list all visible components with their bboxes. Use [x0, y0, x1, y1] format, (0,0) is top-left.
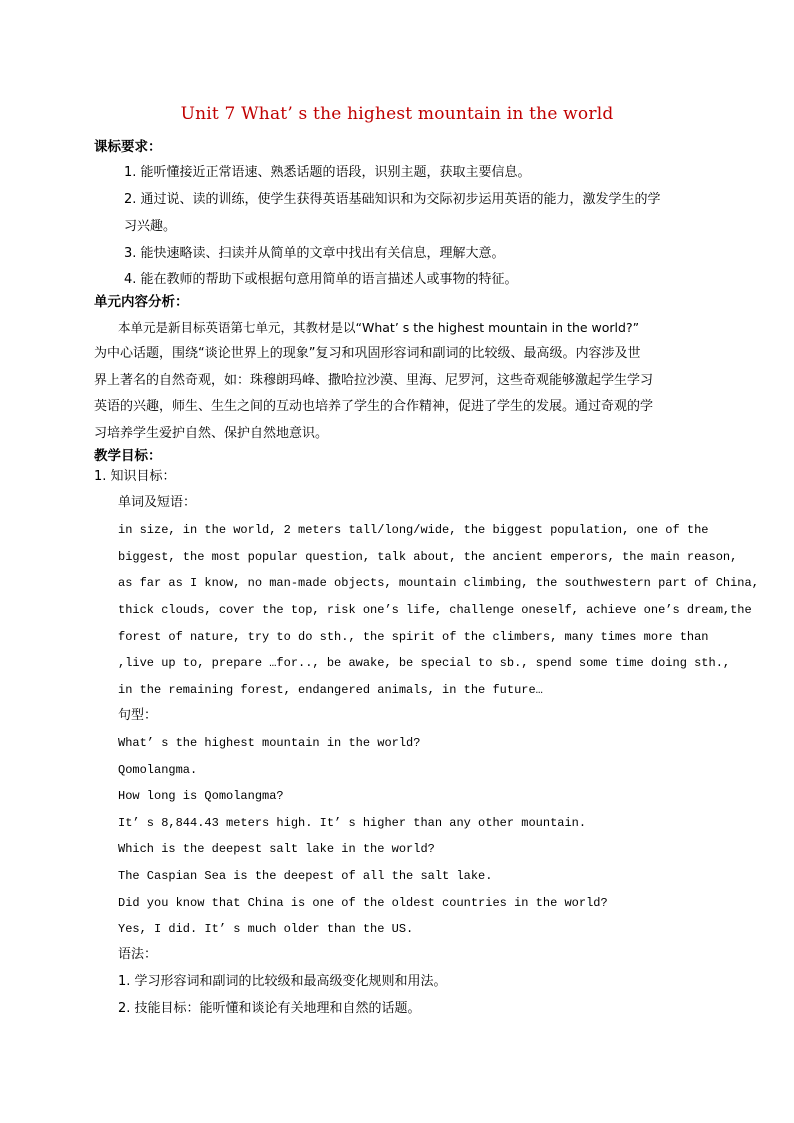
knowledge-goal-label: 1. 知识目标： [94, 469, 176, 484]
vocab-line: ,live up to, prepare …for.., be awake, be special to sb., spend some time doing sth., [118, 656, 731, 670]
curriculum-item: 3. 能快速略读、扫读并从简单的文章中找出有关信息，理解大意。 [124, 246, 505, 261]
section-heading-teaching-goals: 教学目标： [94, 448, 162, 464]
vocab-line: biggest, the most popular question, talk about, the ancient emperors, the main reason, [118, 550, 738, 564]
section-heading-curriculum: 课标要求： [94, 139, 162, 155]
curriculum-item-continued: 习兴趣。 [124, 219, 177, 234]
sentence-line: It’ s 8,844.43 meters high. It’ s higher than any other mountain. [118, 816, 587, 830]
analysis-line: 英语的兴趣，师生、生生之间的互动也培养了学生的合作精神，促进了学生的发展。通过奇观的学 [94, 399, 654, 414]
grammar-item: 1. 学习形容词和副词的比较级和最高级变化规则和用法。 [118, 974, 447, 989]
vocab-line: forest of nature, try to do sth., the spirit of the climbers, many times more than [118, 630, 709, 644]
curriculum-item: 4. 能在教师的帮助下或根据句意用简单的语言描述人或事物的特征。 [124, 272, 518, 287]
sentence-line: How long is Qomolangma? [118, 789, 284, 803]
sentence-line: Which is the deepest salt lake in the world? [118, 842, 435, 856]
vocab-line: in size, in the world, 2 meters tall/long/wide, the biggest population, one of the [118, 523, 709, 537]
sentence-pattern-label: 句型： [118, 708, 158, 723]
analysis-line: 界上著名的自然奇观，如：珠穆朗玛峰、撒哈拉沙漠、里海、尼罗河，这些奇观能够激起学生学习 [94, 373, 654, 388]
analysis-line: 本单元是新目标英语第七单元，其教材是以“What’ s the highest mountain in the world?” [118, 320, 640, 335]
curriculum-item: 2. 通过说、读的训练，使学生获得英语基础知识和为交际初步运用英语的能力，激发学生的学 [124, 192, 661, 207]
analysis-line: 习培养学生爱护自然、保护自然地意识。 [94, 426, 329, 441]
vocab-line: in the remaining forest, endangered animals, in the future… [118, 683, 543, 697]
sentence-line: Yes, I did. It’ s much older than the US. [118, 922, 414, 936]
vocab-line: thick clouds, cover the top, risk one’s life, challenge oneself, achieve one’s dream,the [118, 603, 752, 617]
sentence-line: The Caspian Sea is the deepest of all the salt lake. [118, 869, 493, 883]
sentence-line: Did you know that China is one of the oldest countries in the world? [118, 896, 608, 910]
curriculum-item: 1. 能听懂接近正常语速、熟悉话题的语段，识别主题，获取主要信息。 [124, 165, 531, 180]
vocab-line: as far as I know, no man-made objects, mountain climbing, the southwestern part of China, [118, 576, 759, 590]
analysis-line: 为中心话题，围绕“谈论世界上的现象”复习和巩固形容词和副词的比较级、最高级。内容涉及世 [94, 346, 641, 361]
document-title: Unit 7 What’ s the highest mountain in the world [180, 104, 614, 124]
sentence-line: What’ s the highest mountain in the world? [118, 736, 421, 750]
sentence-line: Qomolangma. [118, 763, 198, 777]
grammar-item: 2. 技能目标：能听懂和谈论有关地理和自然的话题。 [118, 1001, 421, 1016]
grammar-label: 语法： [118, 947, 158, 962]
vocab-label: 单词及短语： [118, 495, 197, 510]
section-heading-unit-analysis: 单元内容分析： [94, 294, 189, 310]
